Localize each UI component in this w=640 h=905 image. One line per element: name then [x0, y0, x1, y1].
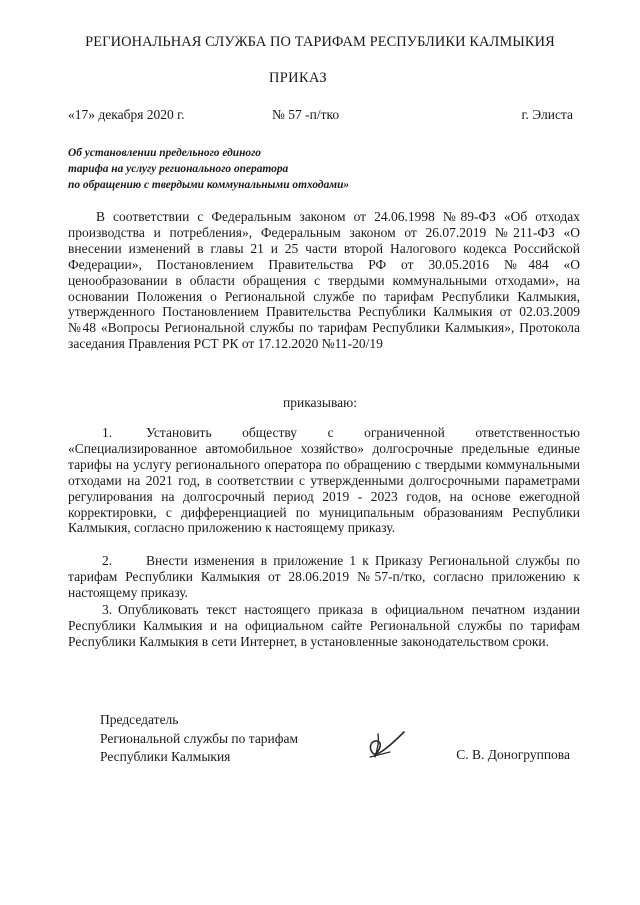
item-text: Опубликовать текст настоящего приказа в официальном печатном издании Республики Калмыкия и на официальном сайте Региональной службы по тарифам Республики Калмыкия в сети Интернет, в установленные законодательством сроки.: [68, 602, 580, 649]
order-item-3: [68, 602, 580, 650]
signer-position: [100, 711, 298, 767]
document-title: ПРИКАЗ: [268, 70, 328, 86]
signer-position-line: Региональной службы по тарифам: [100, 730, 299, 746]
order-subject: [68, 145, 398, 193]
resolves-heading: приказываю:: [283, 395, 357, 410]
order-city: г. Элиста: [521, 107, 573, 122]
preamble-paragraph: В соответствии с Федеральным законом от 24.06.1998 №89-ФЗ «Об отходах производства и потребления», Федеральным законом от 26.07.2019 №211-ФЗ «О внесении изменений в главы 21 и 25 части второй Налогового кодекса Российской Федерации», Постановлением Правительства РФ от 30.05.2016 №484 «О ценообразовании в области обращения с твердыми коммунальными отходами», на основании Положения о Региональной службе по тарифам Республики Калмыкия, утвержденного Постановлением Правительства Республики Калмыкия от 02.03.2009 №48 «Вопросы Региональной службы по тарифам Республики Калмыкия», Протокола заседания Правления РСТ РК от 17.12.2020 №11-20/19: [68, 209, 580, 352]
subject-line: Об установлении предельного единого: [68, 147, 261, 159]
signer-position-line: Председатель: [100, 712, 179, 727]
order-number: № 57 -п/тко: [272, 107, 340, 122]
order-item-2: [68, 553, 580, 601]
handwritten-signature-icon: [360, 724, 410, 762]
item-text: Внести изменения в приложение 1 к Приказу Региональной службы по тарифам Республики Калмыкия от 28.06.2019 №57-п/тко, согласно приложению к настоящему приказу.: [68, 553, 580, 600]
organization-header: РЕГИОНАЛЬНАЯ СЛУЖБА ПО ТАРИФАМ РЕСПУБЛИКИ КАЛМЫКИЯ: [85, 34, 555, 50]
item-number: 2.: [102, 553, 113, 568]
item-number: 3.: [102, 602, 113, 617]
signer-position-line: Республики Калмыкия: [100, 749, 231, 764]
order-item-1: [68, 425, 580, 536]
item-text: Установить обществу с ограниченной ответственностью «Специализированное автомобильное хозяйство» долгосрочные предельные единые тарифы на услугу регионального оператора по обращению с твердыми коммунальными отходами на 2021 год, в соответствии с утвержденными долгосрочными параметрами регулирования на долгосрочный период 2019 - 2023 годов, на основе ежегодной корректировки, с дифференциацией по муниципальным образованиям Республики Калмыкия, согласно приложению к настоящему приказу.: [68, 425, 580, 536]
order-date: «17» декабря 2020 г.: [68, 107, 185, 122]
subject-line: тарифа на услугу регионального оператора: [68, 163, 289, 175]
item-number: 1.: [102, 425, 113, 440]
subject-line: по обращению с твердыми коммунальными отходами»: [68, 179, 350, 191]
signee-name: С. В. Доногруппова: [456, 747, 570, 762]
